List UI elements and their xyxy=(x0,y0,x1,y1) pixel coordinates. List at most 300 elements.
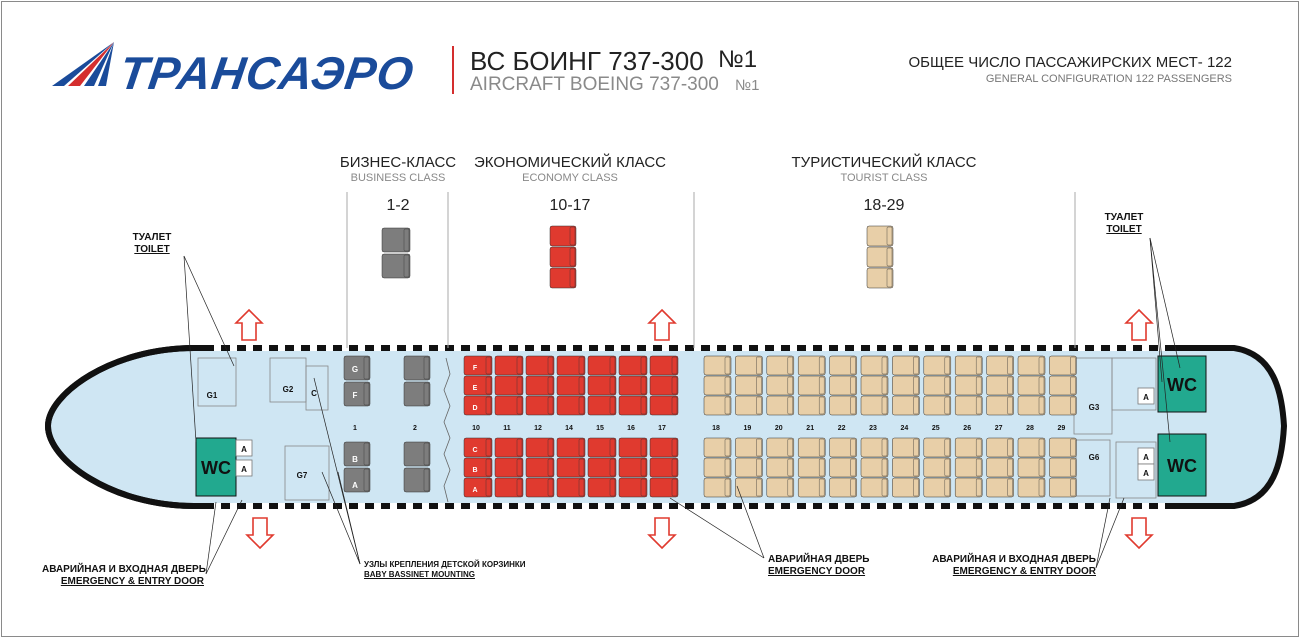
window-top xyxy=(646,345,653,351)
window-top xyxy=(342,345,349,351)
tourist-seat-row-23-back xyxy=(882,459,887,476)
tourist-class-rows: 18-29 xyxy=(863,197,905,214)
wc-left-label: WC xyxy=(201,458,231,478)
tourist-seat-row-29-back xyxy=(1070,479,1075,496)
tourist-seat-row-22-back xyxy=(851,479,856,496)
tourist-seat-row-20-back xyxy=(788,397,793,414)
business-seat-row-1-back xyxy=(364,469,369,491)
tourist-seat-row-22-back xyxy=(851,459,856,476)
window-top xyxy=(1078,345,1085,351)
tourist-seat-row-19-back xyxy=(756,377,761,394)
window-top xyxy=(902,345,909,351)
tourist-seat-row-25-back xyxy=(945,439,950,456)
tourist-seat-row-28-back xyxy=(1039,439,1044,456)
galley-g7-label: G7 xyxy=(296,471,308,480)
window-top xyxy=(214,345,221,351)
window-top xyxy=(566,345,573,351)
tourist-seat-row-20-back xyxy=(788,459,793,476)
window-top xyxy=(1014,345,1021,351)
window-bottom xyxy=(726,503,733,509)
door-right-ru: АВАРИЙНАЯ И ВХОДНАЯ ДВЕРЬ xyxy=(932,554,1096,565)
attendant-seat-left-2-label: A xyxy=(241,465,247,474)
economy-seat-row-15-back xyxy=(610,459,615,476)
business-seat-letter-A: A xyxy=(352,481,358,490)
tourist-seat-row-20-back xyxy=(788,357,793,374)
toilet-left-ru: ТУАЛЕТ xyxy=(132,232,172,243)
window-top xyxy=(518,345,525,351)
window-bottom xyxy=(454,503,461,509)
aircraft-title-ru: ВС БОИНГ 737-300 xyxy=(470,46,704,76)
economy-seat-row-15-back xyxy=(610,479,615,496)
economy-seat-row-17-back xyxy=(672,357,677,374)
economy-row-number-16: 16 xyxy=(627,425,635,432)
tourist-class-subtitle: TOURIST CLASS xyxy=(840,172,928,184)
window-top xyxy=(486,345,493,351)
economy-seat-letter-D: D xyxy=(472,405,478,412)
tourist-seat-row-20-back xyxy=(788,439,793,456)
tourist-seat-row-26-back xyxy=(976,459,981,476)
window-top xyxy=(294,345,301,351)
cabin-diagram xyxy=(2,2,1298,636)
tourist-seat-row-27-back xyxy=(1008,357,1013,374)
window-top xyxy=(1062,345,1069,351)
tourist-seat-row-26-back xyxy=(976,357,981,374)
business-class-title: БИЗНЕС-КЛАСС xyxy=(339,154,457,171)
tourist-seat-row-24-back xyxy=(913,459,918,476)
tourist-seat-row-19-back xyxy=(756,397,761,414)
galley-g6-label: G6 xyxy=(1088,453,1100,462)
economy-class-title: ЭКОНОМИЧЕСКИЙ КЛАСС xyxy=(473,154,667,171)
window-bottom xyxy=(1014,503,1021,509)
window-top xyxy=(678,345,685,351)
window-bottom xyxy=(358,503,365,509)
window-top xyxy=(534,345,541,351)
window-top xyxy=(726,345,733,351)
toilet-left-en: TOILET xyxy=(134,244,170,255)
economy-seat-row-14-back xyxy=(579,377,584,394)
window-top xyxy=(710,345,717,351)
legend-economy-seat-back xyxy=(570,227,575,245)
tourist-seat-row-21-back xyxy=(819,439,824,456)
business-seat-letter-G: G xyxy=(351,365,359,374)
tourist-seat-row-28-back xyxy=(1039,357,1044,374)
aircraft-number-ru: №1 xyxy=(718,46,758,73)
tourist-seat-row-19-back xyxy=(756,479,761,496)
tourist-seat-row-28-back xyxy=(1039,459,1044,476)
economy-seat-row-16-back xyxy=(641,357,646,374)
tourist-seat-row-26-back xyxy=(976,397,981,414)
tourist-seat-row-18-back xyxy=(725,459,730,476)
window-top xyxy=(630,345,637,351)
door-arrow-rear-down xyxy=(1126,518,1152,548)
attendant-seat-right-1-label: A xyxy=(1143,393,1149,402)
tourist-seat-row-23-back xyxy=(882,357,887,374)
tourist-seat-row-18-back xyxy=(725,479,730,496)
window-bottom xyxy=(822,503,829,509)
tourist-seat-row-21-back xyxy=(819,459,824,476)
window-top xyxy=(982,345,989,351)
business-seat-row-2-back xyxy=(424,469,429,491)
business-seat-letter-F: F xyxy=(352,391,358,400)
economy-seat-letter-B: B xyxy=(472,467,478,474)
economy-seat-letter-C: C xyxy=(472,447,478,454)
window-top xyxy=(950,345,957,351)
economy-class-subtitle: ECONOMY CLASS xyxy=(522,172,618,184)
window-bottom xyxy=(630,503,637,509)
galley-g1-label: G1 xyxy=(206,391,218,400)
window-top xyxy=(310,345,317,351)
economy-seat-row-10-back xyxy=(486,357,491,374)
window-top xyxy=(774,345,781,351)
legend-business-seat-back xyxy=(404,229,409,251)
economy-seat-row-15-back xyxy=(610,397,615,414)
window-bottom xyxy=(582,503,589,509)
tourist-seat-row-21-back xyxy=(819,357,824,374)
galley-c-label: C xyxy=(311,389,317,398)
attendant-seat-right-2-label: A xyxy=(1143,453,1149,462)
tourist-row-number-28: 28 xyxy=(1026,425,1034,432)
tourist-seat-row-29-back xyxy=(1070,377,1075,394)
toilet-right-en: TOILET xyxy=(1106,224,1142,235)
seat-map-frame xyxy=(1,1,1299,637)
economy-seat-letter-E: E xyxy=(472,385,478,392)
window-bottom xyxy=(614,503,621,509)
wc-right-top-label: WC xyxy=(1167,375,1197,395)
business-seat-row-2-back xyxy=(424,357,429,379)
economy-row-number-12: 12 xyxy=(534,425,542,432)
window-bottom xyxy=(662,503,669,509)
tourist-seat-row-26-back xyxy=(976,439,981,456)
tourist-seat-row-25-back xyxy=(945,377,950,394)
tourist-seat-row-21-back xyxy=(819,377,824,394)
legend-tourist-seat-back xyxy=(887,227,892,245)
emergency-door-ru: АВАРИЙНАЯ ДВЕРЬ xyxy=(768,554,870,565)
window-top xyxy=(470,345,477,351)
window-bottom xyxy=(534,503,541,509)
economy-row-number-10: 10 xyxy=(472,425,480,432)
legend-economy-seat-back xyxy=(570,248,575,266)
business-row-number-1: 1 xyxy=(353,425,357,432)
window-top xyxy=(1094,345,1101,351)
tourist-seat-row-18-back xyxy=(725,377,730,394)
economy-seat-row-10-back xyxy=(486,439,491,456)
business-seat-row-1-back xyxy=(364,443,369,465)
window-bottom xyxy=(230,503,237,509)
window-bottom xyxy=(710,503,717,509)
window-bottom xyxy=(518,503,525,509)
window-top xyxy=(1110,345,1117,351)
business-seat-row-1-back xyxy=(364,357,369,379)
window-top xyxy=(246,345,253,351)
window-bottom xyxy=(310,503,317,509)
emergency-door-en: EMERGENCY DOOR xyxy=(768,566,866,577)
window-bottom xyxy=(646,503,653,509)
tourist-row-number-24: 24 xyxy=(900,425,909,432)
window-bottom xyxy=(326,503,333,509)
business-row-number-2: 2 xyxy=(413,425,417,432)
tourist-row-number-25: 25 xyxy=(931,425,940,432)
tourist-row-number-22: 22 xyxy=(837,425,846,432)
tourist-seat-row-23-back xyxy=(882,377,887,394)
tourist-seat-row-25-back xyxy=(945,397,950,414)
door-arrow-front-left-down xyxy=(247,518,273,548)
window-top xyxy=(934,345,941,351)
window-top xyxy=(886,345,893,351)
economy-row-number-15: 15 xyxy=(596,425,604,432)
window-top xyxy=(806,345,813,351)
window-top xyxy=(662,345,669,351)
economy-seat-row-11-back xyxy=(517,439,522,456)
window-bottom xyxy=(774,503,781,509)
economy-seat-row-14-back xyxy=(579,439,584,456)
tourist-seat-row-19-back xyxy=(756,439,761,456)
window-bottom xyxy=(1078,503,1085,509)
tourist-seat-row-21-back xyxy=(819,479,824,496)
window-top xyxy=(326,345,333,351)
economy-seat-row-10-back xyxy=(486,459,491,476)
window-bottom xyxy=(918,503,925,509)
window-bottom xyxy=(694,503,701,509)
window-bottom xyxy=(886,503,893,509)
economy-seat-row-15-back xyxy=(610,439,615,456)
door-arrow-overwing-up xyxy=(649,310,675,340)
total-seats-ru: ОБЩЕЕ ЧИСЛО ПАССАЖИРСКИХ МЕСТ- 122 xyxy=(908,54,1232,71)
window-top xyxy=(694,345,701,351)
window-bottom xyxy=(598,503,605,509)
toilet-right-ru: ТУАЛЕТ xyxy=(1104,212,1144,223)
economy-seat-row-16-back xyxy=(641,459,646,476)
tourist-seat-row-29-back xyxy=(1070,357,1075,374)
window-top xyxy=(758,345,765,351)
window-top xyxy=(854,345,861,351)
window-bottom xyxy=(374,503,381,509)
total-seats-en: GENERAL CONFIGURATION 122 PASSENGERS xyxy=(985,73,1232,85)
attendant-seat-right-3-label: A xyxy=(1143,469,1149,478)
tourist-seat-row-24-back xyxy=(913,377,918,394)
tourist-seat-row-22-back xyxy=(851,439,856,456)
economy-seat-letter-F: F xyxy=(472,365,478,372)
window-top xyxy=(822,345,829,351)
tourist-seat-row-24-back xyxy=(913,479,918,496)
business-class-rows: 1-2 xyxy=(386,197,410,214)
tourist-row-number-26: 26 xyxy=(963,425,972,432)
tourist-seat-row-18-back xyxy=(725,397,730,414)
tourist-seat-row-24-back xyxy=(913,357,918,374)
door-left-en: EMERGENCY & ENTRY DOOR xyxy=(60,576,204,587)
economy-seat-row-12-back xyxy=(548,459,553,476)
window-top xyxy=(1126,345,1133,351)
economy-seat-row-16-back xyxy=(641,479,646,496)
window-bottom xyxy=(966,503,973,509)
window-bottom xyxy=(902,503,909,509)
tourist-seat-row-27-back xyxy=(1008,397,1013,414)
economy-seat-row-17-back xyxy=(672,479,677,496)
business-seat-row-1-back xyxy=(364,383,369,405)
economy-seat-row-16-back xyxy=(641,377,646,394)
tourist-seat-row-22-back xyxy=(851,397,856,414)
window-bottom xyxy=(1046,503,1053,509)
window-top xyxy=(422,345,429,351)
window-bottom xyxy=(790,503,797,509)
window-top xyxy=(790,345,797,351)
window-bottom xyxy=(854,503,861,509)
window-bottom xyxy=(438,503,445,509)
tourist-row-number-27: 27 xyxy=(994,425,1003,432)
tourist-seat-row-23-back xyxy=(882,479,887,496)
tourist-seat-row-23-back xyxy=(882,439,887,456)
tourist-class-title: ТУРИСТИЧЕСКИЙ КЛАСС xyxy=(791,154,977,171)
window-bottom xyxy=(550,503,557,509)
tourist-seat-row-28-back xyxy=(1039,397,1044,414)
window-bottom xyxy=(1126,503,1133,509)
tourist-seat-row-28-back xyxy=(1039,479,1044,496)
economy-seat-row-14-back xyxy=(579,397,584,414)
window-bottom xyxy=(390,503,397,509)
window-top xyxy=(838,345,845,351)
tourist-seat-row-29-back xyxy=(1070,439,1075,456)
tourist-seat-row-27-back xyxy=(1008,459,1013,476)
tourist-row-number-21: 21 xyxy=(806,425,815,432)
window-bottom xyxy=(1142,503,1149,509)
window-bottom xyxy=(486,503,493,509)
tourist-row-number-20: 20 xyxy=(774,425,783,432)
economy-seat-row-15-back xyxy=(610,357,615,374)
window-top xyxy=(1142,345,1149,351)
tourist-seat-row-22-back xyxy=(851,357,856,374)
door-left-ru: АВАРИЙНАЯ И ВХОДНАЯ ДВЕРЬ xyxy=(42,564,206,575)
economy-seat-row-10-back xyxy=(486,377,491,394)
tourist-seat-row-21-back xyxy=(819,397,824,414)
economy-seat-row-11-back xyxy=(517,357,522,374)
window-bottom xyxy=(566,503,573,509)
tourist-seat-row-29-back xyxy=(1070,397,1075,414)
economy-seat-letter-A: A xyxy=(472,487,478,494)
window-bottom xyxy=(950,503,957,509)
aircraft-title-en: AIRCRAFT BOEING 737-300 xyxy=(470,74,719,95)
window-bottom xyxy=(934,503,941,509)
bassinet-ru: УЗЛЫ КРЕПЛЕНИЯ ДЕТСКОЙ КОРЗИНКИ xyxy=(364,560,526,569)
window-top xyxy=(998,345,1005,351)
economy-seat-row-11-back xyxy=(517,459,522,476)
economy-row-number-14: 14 xyxy=(565,425,573,432)
business-seat-row-2-back xyxy=(424,383,429,405)
tourist-seat-row-25-back xyxy=(945,357,950,374)
window-top xyxy=(614,345,621,351)
economy-seat-row-14-back xyxy=(579,479,584,496)
window-top xyxy=(598,345,605,351)
economy-seat-row-12-back xyxy=(548,439,553,456)
aircraft-number-en: №1 xyxy=(735,77,760,94)
window-bottom xyxy=(1030,503,1037,509)
tourist-seat-row-27-back xyxy=(1008,439,1013,456)
economy-seat-row-17-back xyxy=(672,397,677,414)
business-class-subtitle: BUSINESS CLASS xyxy=(350,172,446,184)
window-top xyxy=(582,345,589,351)
legend-tourist-seat-back xyxy=(887,248,892,266)
window-bottom xyxy=(502,503,509,509)
wc-right-bottom-label: WC xyxy=(1167,456,1197,476)
tourist-row-number-19: 19 xyxy=(743,425,752,432)
attendant-seat-left-1-label: A xyxy=(241,445,247,454)
window-bottom xyxy=(758,503,765,509)
tourist-seat-row-24-back xyxy=(913,439,918,456)
business-seat-row-2-back xyxy=(424,443,429,465)
tourist-row-number-23: 23 xyxy=(869,425,877,432)
economy-seat-row-11-back xyxy=(517,377,522,394)
economy-seat-row-14-back xyxy=(579,459,584,476)
window-top xyxy=(438,345,445,351)
tourist-seat-row-20-back xyxy=(788,377,793,394)
economy-seat-row-10-back xyxy=(486,397,491,414)
window-top xyxy=(918,345,925,351)
window-top xyxy=(966,345,973,351)
economy-seat-row-12-back xyxy=(548,377,553,394)
window-top xyxy=(374,345,381,351)
tourist-seat-row-20-back xyxy=(788,479,793,496)
tourist-seat-row-18-back xyxy=(725,439,730,456)
door-arrow-rear-up xyxy=(1126,310,1152,340)
tourist-seat-row-25-back xyxy=(945,479,950,496)
galley-g3-label: G3 xyxy=(1088,403,1100,412)
window-bottom xyxy=(470,503,477,509)
economy-row-number-11: 11 xyxy=(503,425,511,432)
economy-row-number-17: 17 xyxy=(658,425,666,432)
economy-seat-row-12-back xyxy=(548,479,553,496)
window-bottom xyxy=(262,503,269,509)
window-top xyxy=(262,345,269,351)
window-bottom xyxy=(998,503,1005,509)
window-bottom xyxy=(294,503,301,509)
tourist-seat-row-24-back xyxy=(913,397,918,414)
tourist-seat-row-27-back xyxy=(1008,479,1013,496)
bassinet-en: BABY BASSINET MOUNTING xyxy=(364,570,475,579)
window-bottom xyxy=(1110,503,1117,509)
galley-g2-label: G2 xyxy=(282,385,294,394)
window-bottom xyxy=(870,503,877,509)
window-bottom xyxy=(982,503,989,509)
window-bottom xyxy=(1158,503,1165,509)
economy-seat-row-17-back xyxy=(672,439,677,456)
window-top xyxy=(550,345,557,351)
legend-economy-seat-back xyxy=(570,269,575,287)
window-bottom xyxy=(422,503,429,509)
door-right-en: EMERGENCY & ENTRY DOOR xyxy=(952,566,1096,577)
window-top xyxy=(742,345,749,351)
tourist-seat-row-29-back xyxy=(1070,459,1075,476)
airline-logo-text: ТРАНСАЭРО xyxy=(116,47,418,99)
window-top xyxy=(230,345,237,351)
window-top xyxy=(358,345,365,351)
tourist-seat-row-28-back xyxy=(1039,377,1044,394)
window-top xyxy=(870,345,877,351)
window-bottom xyxy=(406,503,413,509)
tourist-seat-row-25-back xyxy=(945,459,950,476)
business-seat-letter-B: B xyxy=(352,455,358,464)
tourist-seat-row-27-back xyxy=(1008,377,1013,394)
legend-business-seat-back xyxy=(404,255,409,277)
tourist-seat-row-26-back xyxy=(976,377,981,394)
window-bottom xyxy=(246,503,253,509)
window-top xyxy=(390,345,397,351)
window-bottom xyxy=(1094,503,1101,509)
window-bottom xyxy=(1062,503,1069,509)
economy-seat-row-16-back xyxy=(641,439,646,456)
window-bottom xyxy=(806,503,813,509)
economy-seat-row-11-back xyxy=(517,397,522,414)
economy-seat-row-11-back xyxy=(517,479,522,496)
economy-seat-row-14-back xyxy=(579,357,584,374)
window-top xyxy=(502,345,509,351)
